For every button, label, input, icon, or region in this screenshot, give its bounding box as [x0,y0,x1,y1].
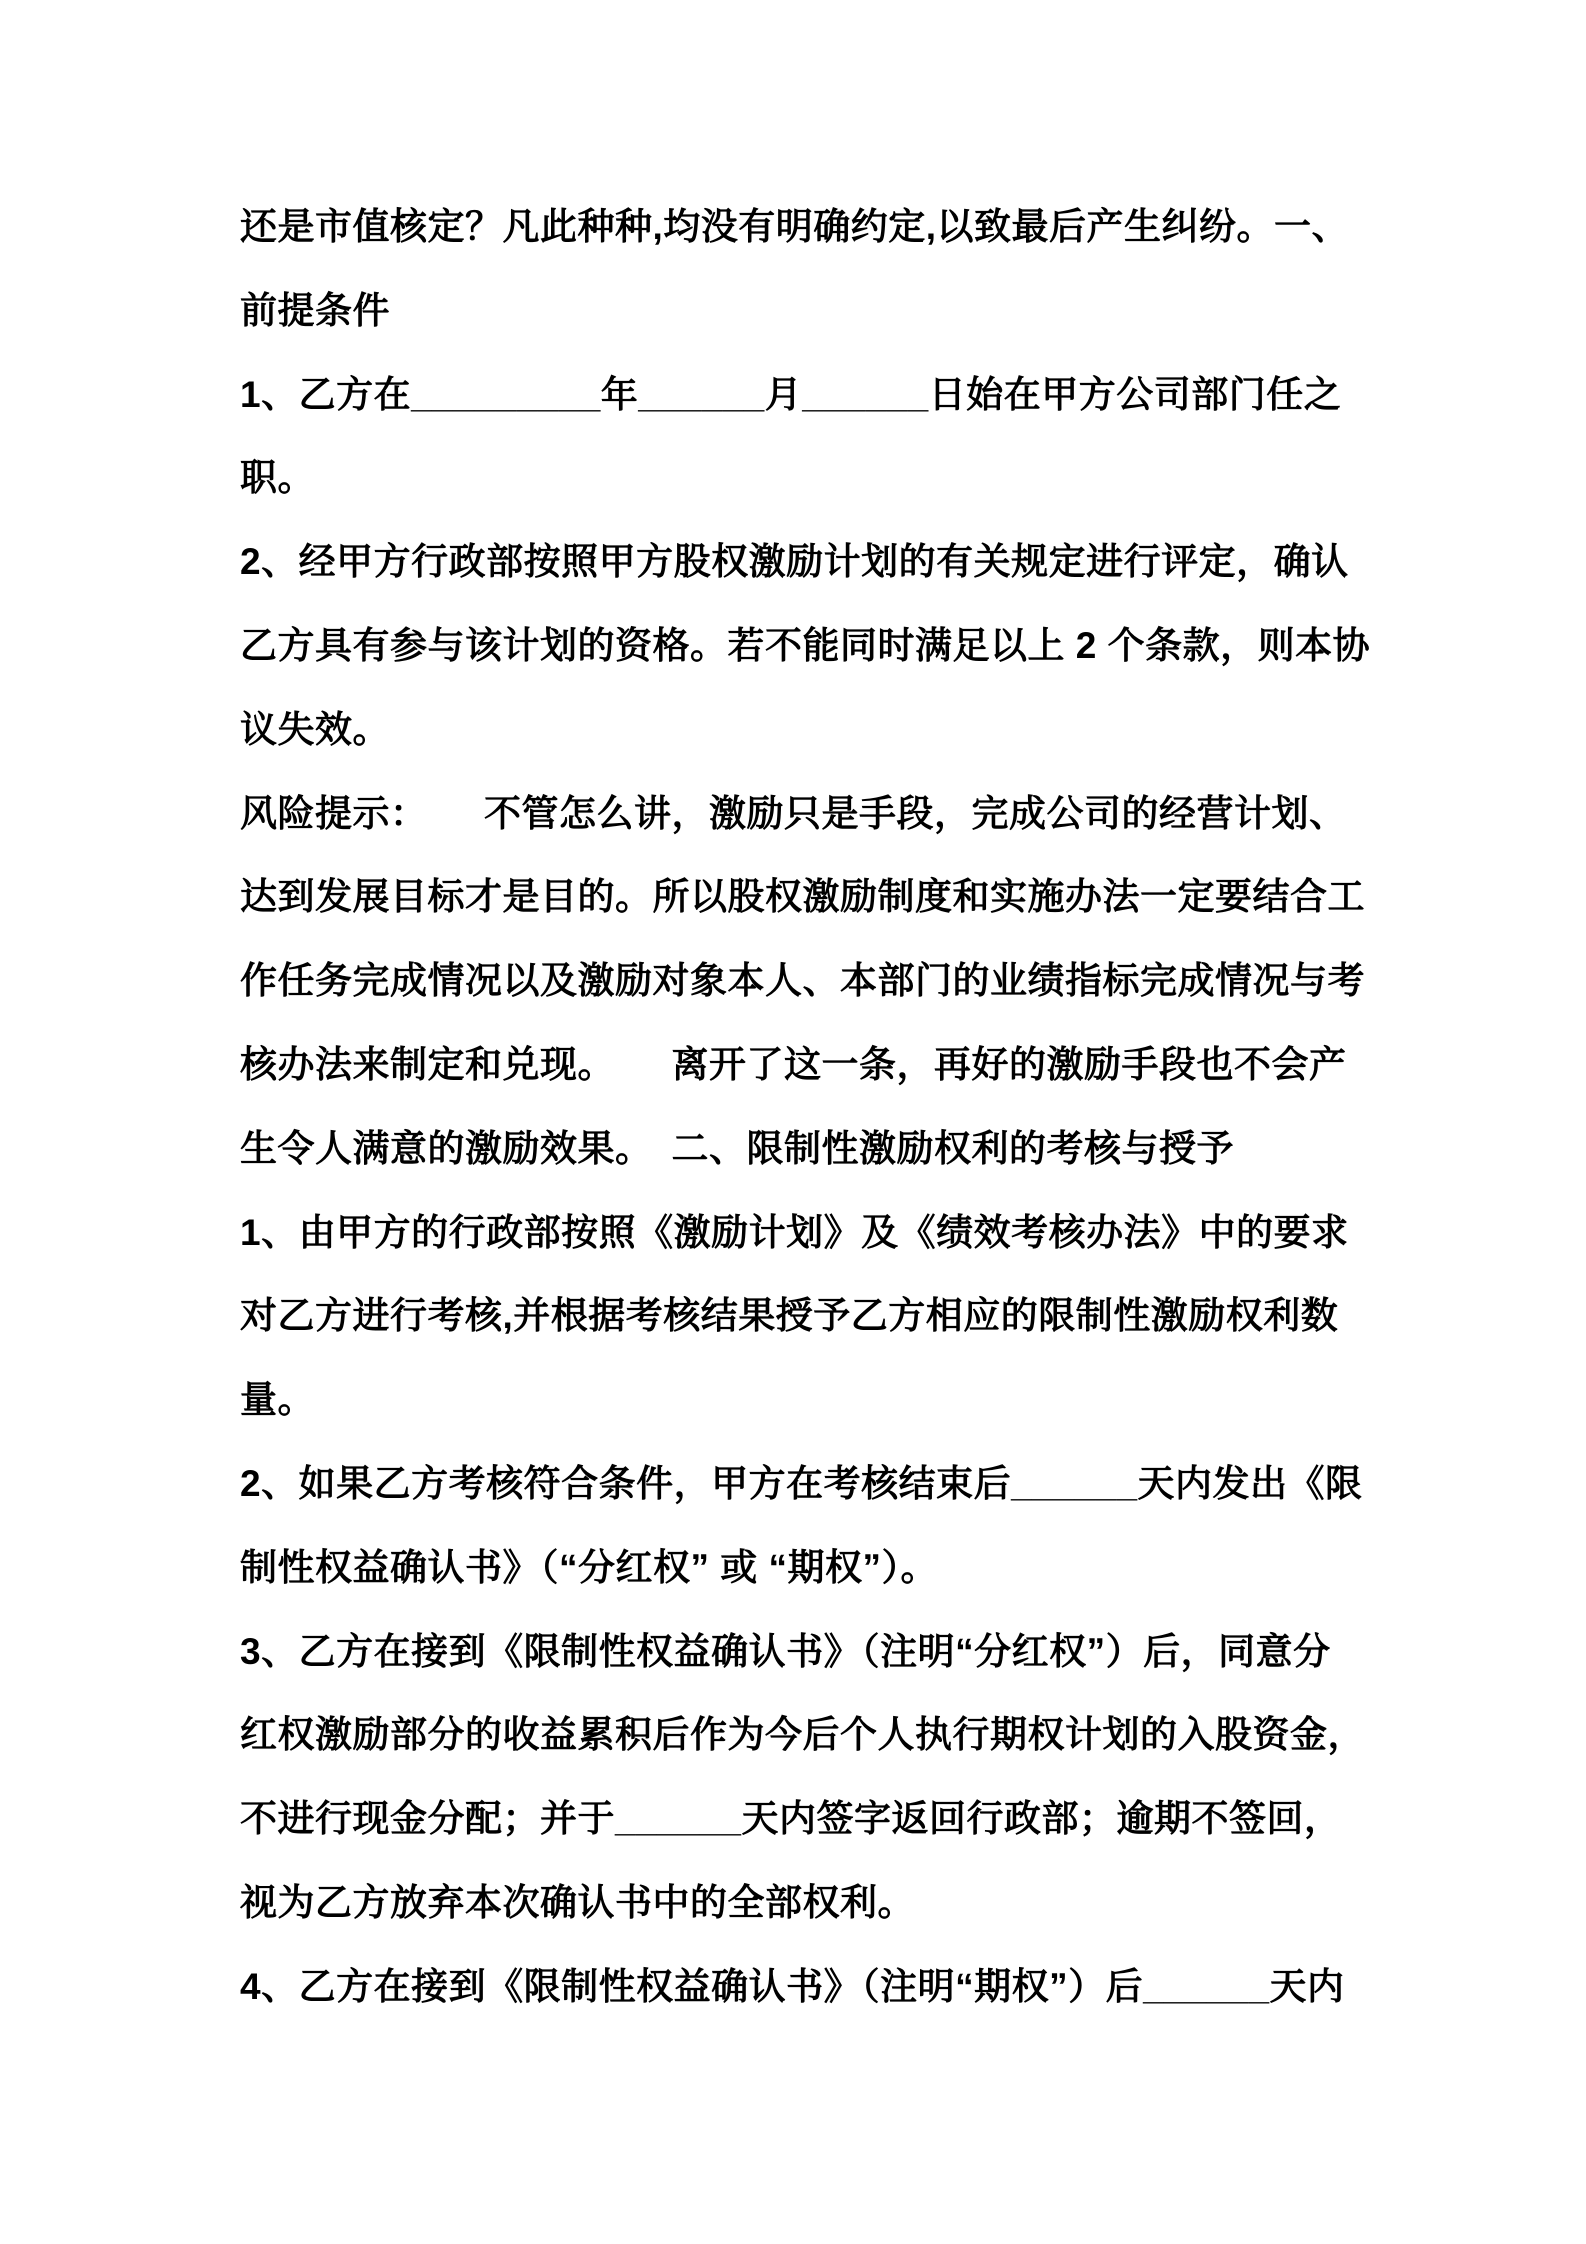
document-line: 2、经甲方行政部按照甲方股权激励计划的有关规定进行评定，确认 [240,541,1349,583]
document-line: 3、乙方在接到《限制性权益确认书》（注明“分红权”）后，同意分 [240,1630,1331,1672]
document-line: 4、乙方在接到《限制性权益确认书》（注明“期权”）后______天内 [240,1965,1345,2007]
document-line: 风险提示： 不管怎么讲，激励只是手段，完成公司的经营计划、 [240,792,1347,834]
document-line: 对乙方进行考核,并根据考核结果授予乙方相应的限制性激励权利数 [240,1295,1339,1337]
document-line: 职。 [240,457,315,499]
document-line: 生令人满意的激励效果。 二、限制性激励权利的考核与授予 [240,1127,1234,1169]
document-body [240,185,1371,2029]
document-line: 2、如果乙方考核符合条件，甲方在考核结束后______天内发出《限 [240,1462,1363,1504]
document-line: 量。 [240,1379,315,1421]
document-line: 达到发展目标才是目的。所以股权激励制度和实施办法一定要结合工 [240,876,1365,918]
document-line: 视为乙方放弃本次确认书中的全部权利。 [240,1881,915,1923]
document-line: 不进行现金分配；并于______天内签字返回行政部；逾期不签回， [240,1798,1342,1840]
document-line: 作任务完成情况以及激励对象本人、本部门的业绩指标完成情况与考 [240,960,1365,1002]
document-line: 制性权益确认书》（“分红权” 或 “期权”）。 [240,1546,939,1588]
document-line: 核办法来制定和兑现。 离开了这一条，再好的激励手段也不会产 [240,1043,1347,1085]
document-line: 1、乙方在_________年______月______日始在甲方公司部门任之 [240,373,1342,415]
document-line: 前提条件 [240,289,390,331]
document-line: 还是市值核定？凡此种种,均没有明确约定,以致最后产生纠纷。一、 [240,206,1350,247]
document-line: 红权激励部分的收益累积后作为今后个人执行期权计划的入股资金， [240,1714,1365,1756]
document-line: 1、由甲方的行政部按照《激励计划》及《绩效考核办法》中的要求 [240,1211,1349,1253]
document-line: 乙方具有参与该计划的资格。若不能同时满足以上 2 个条款，则本协 [240,624,1371,666]
document-line: 议失效。 [240,708,390,750]
